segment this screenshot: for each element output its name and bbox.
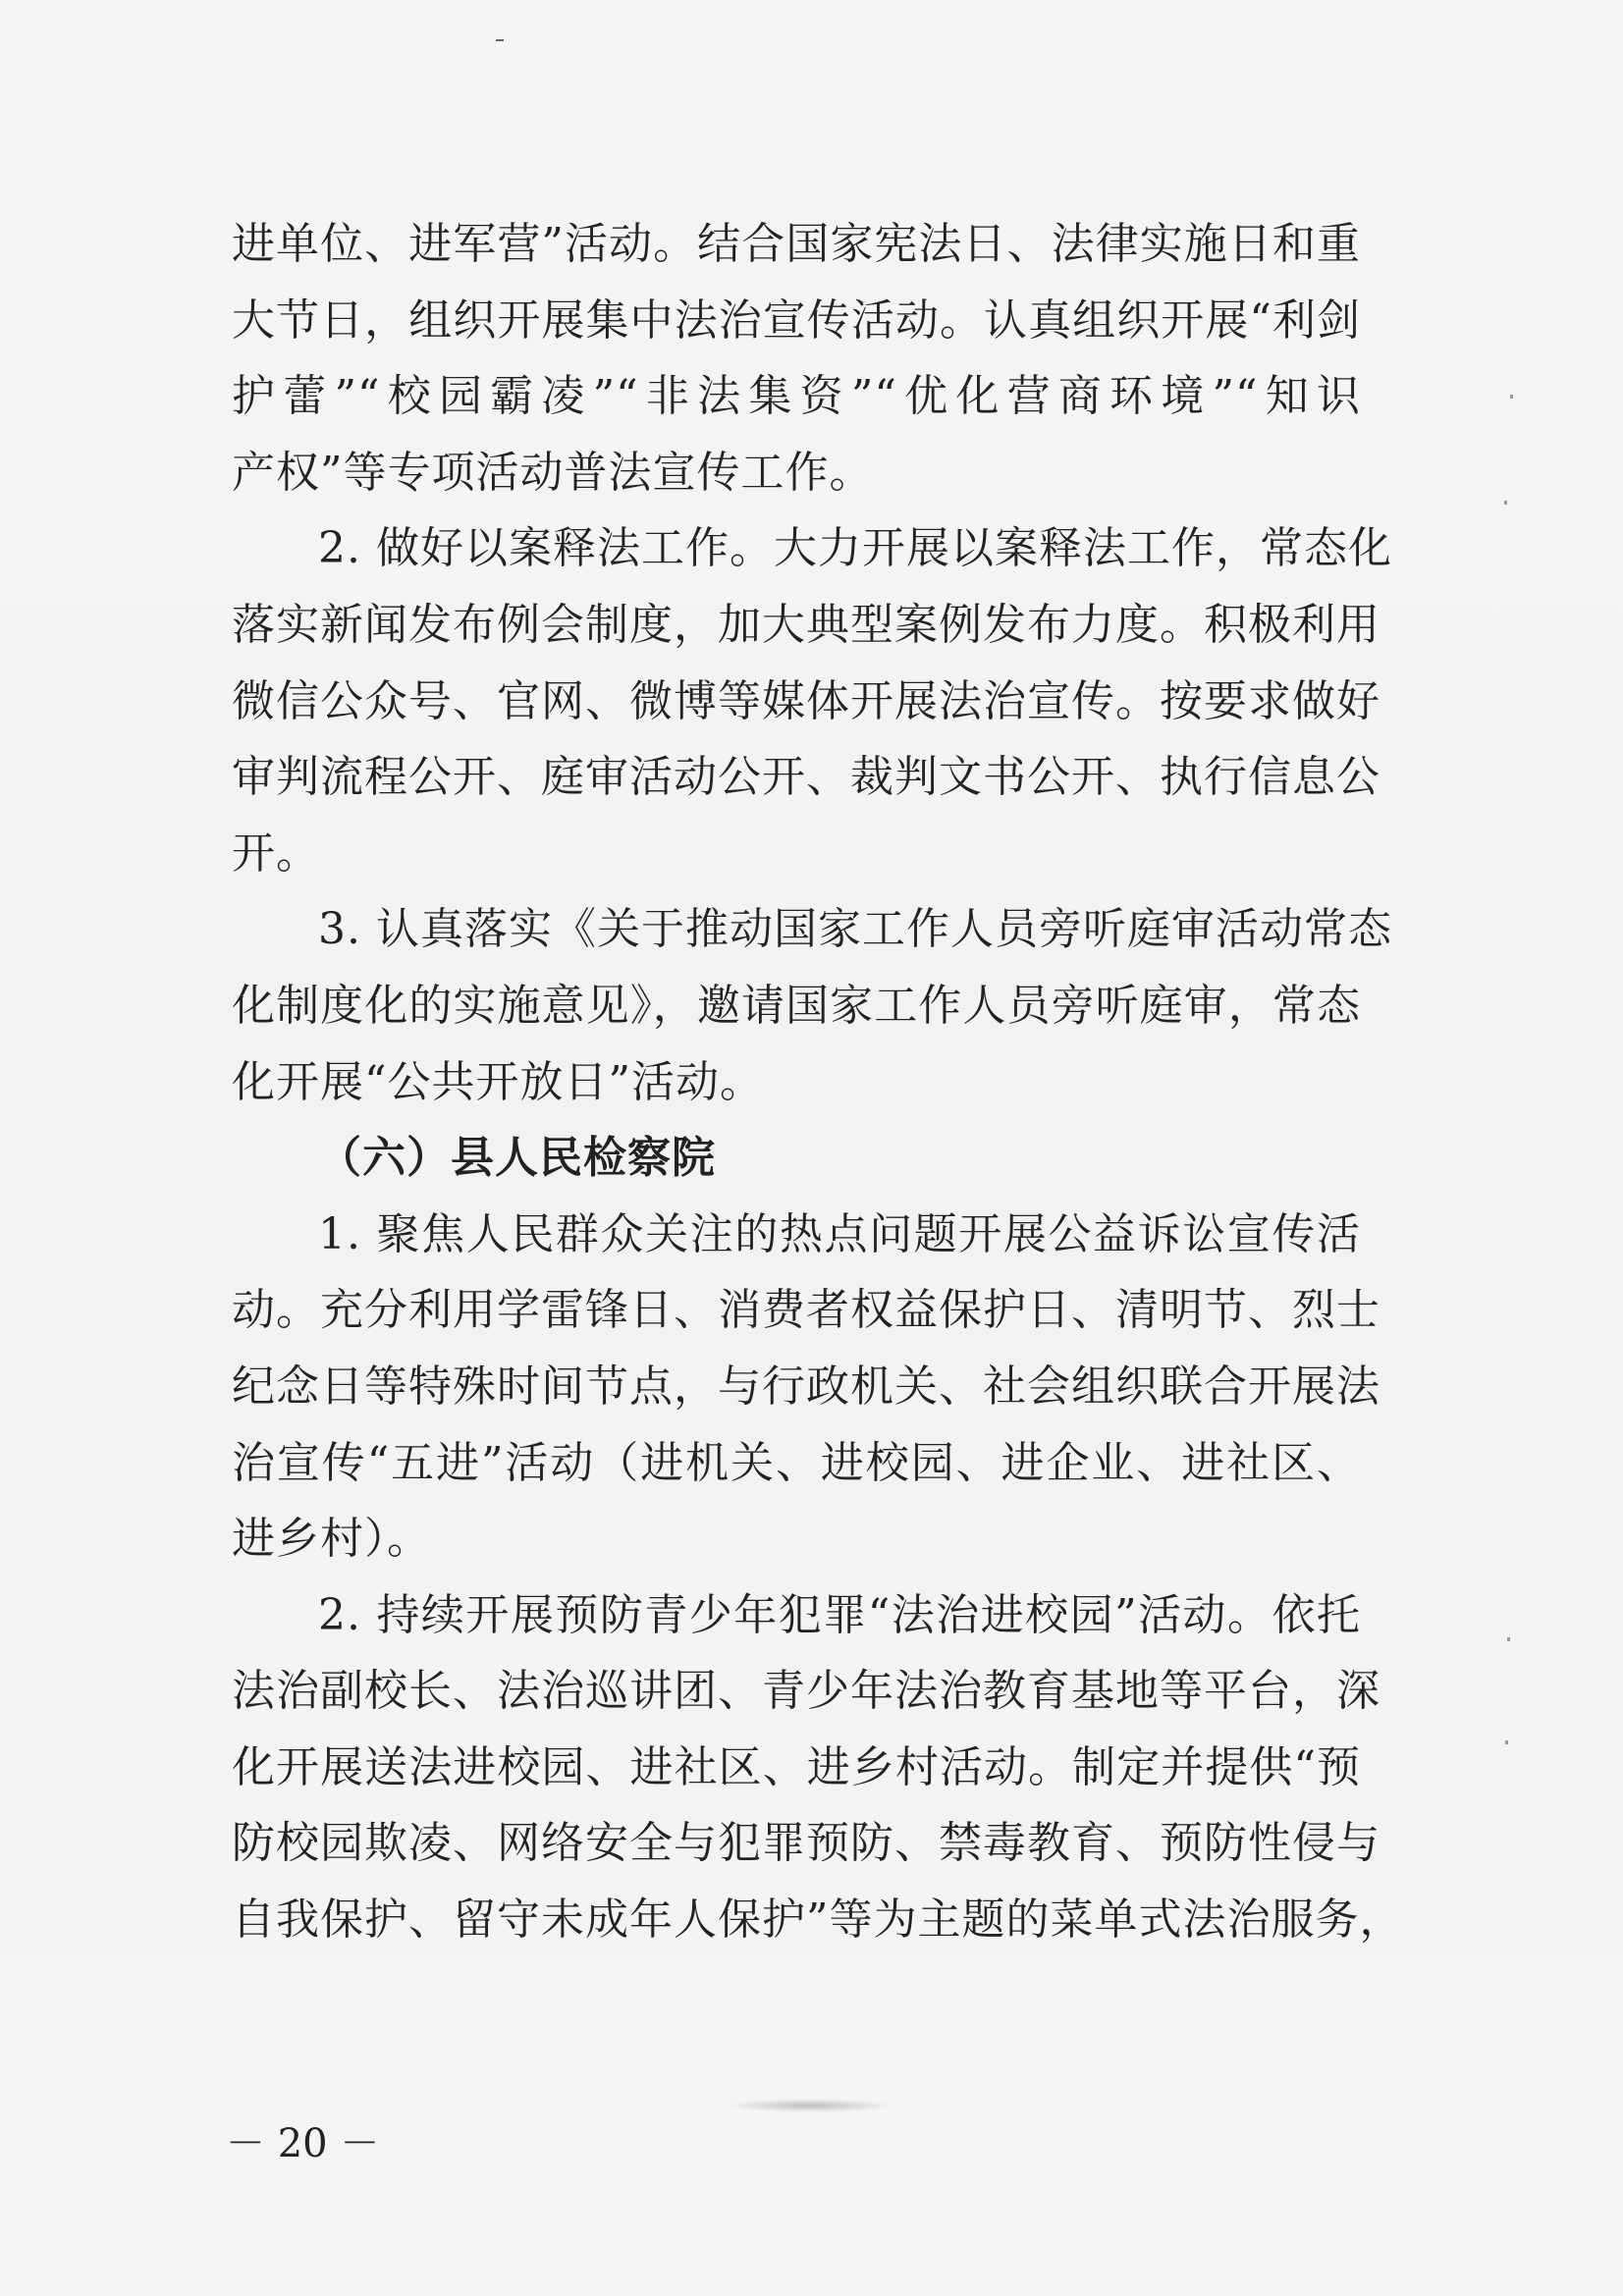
paragraph-line: 微信公众号、官网、微博等媒体开展法治宣传。按要求做好 [232, 675, 1380, 726]
paragraph-line: 化开展“公共开放日”活动。 [232, 1056, 764, 1107]
paragraph-line: 法治副校长、法治巡讲团、青少年法治教育基地等平台，深 [232, 1666, 1380, 1717]
page-number: － 20 － [226, 2121, 380, 2166]
scan-speck [1510, 395, 1513, 399]
section-heading: （六）县人民检察院 [318, 1133, 716, 1184]
paragraph-line: 开。 [232, 828, 320, 879]
paragraph-line: 护蕾”“校园霸凌”“非法集资”“优化营商环境”“知识 [232, 371, 1361, 422]
paragraph-line: 自我保护、留守未成年人保护”等为主题的菜单式法治服务， [232, 1895, 1404, 1946]
scan-speck [1504, 501, 1507, 505]
paragraph-line: 防校园欺凌、网络安全与犯罪预防、禁毒教育、预防性侵与 [232, 1818, 1380, 1869]
paragraph-line: 治宣传“五进”活动（进机关、进校园、进企业、进社区、 [232, 1437, 1361, 1488]
paragraph-line: 1. 聚焦人民群众关注的热点问题开展公益诉讼宣传活 [318, 1208, 1361, 1259]
paragraph-line: 动。充分利用学雷锋日、消费者权益保护日、清明节、烈士 [232, 1285, 1380, 1336]
scan-mark [496, 39, 504, 41]
paragraph-line: 产权”等专项活动普法宣传工作。 [232, 447, 874, 498]
paragraph-line: 进单位、进军营”活动。结合国家宪法日、法律实施日和重 [232, 219, 1361, 269]
paragraph-line: 大节日，组织开展集中法治宣传活动。认真组织开展“利剑 [232, 294, 1361, 346]
paragraph-line: 化制度化的实施意见》，邀请国家工作人员旁听庭审，常态 [232, 980, 1361, 1031]
paragraph-line: 3. 认真落实《关于推动国家工作人员旁听庭审活动常态 [318, 904, 1392, 955]
paragraph-line: 2. 持续开展预防青少年犯罪“法治进校园”活动。依托 [318, 1589, 1361, 1640]
paragraph-line: 纪念日等特殊时间节点，与行政机关、社会组织联合开展法 [232, 1361, 1380, 1412]
paragraph-line: 审判流程公开、庭审活动公开、裁判文书公开、执行信息公 [232, 752, 1380, 803]
paragraph-line: 落实新闻发布例会制度，加大典型案例发布力度。积极利用 [232, 599, 1380, 650]
scan-smudge [727, 2099, 893, 2112]
scan-speck [1507, 1637, 1510, 1641]
scan-speck [1505, 1740, 1508, 1744]
paragraph-line: 进乡村）。 [232, 1514, 431, 1565]
paragraph-line: 化开展送法进校园、进社区、进乡村活动。制定并提供“预 [232, 1741, 1361, 1792]
paragraph-line: 2. 做好以案释法工作。大力开展以案释法工作，常态化 [318, 523, 1392, 574]
document-body [232, 206, 1404, 1958]
